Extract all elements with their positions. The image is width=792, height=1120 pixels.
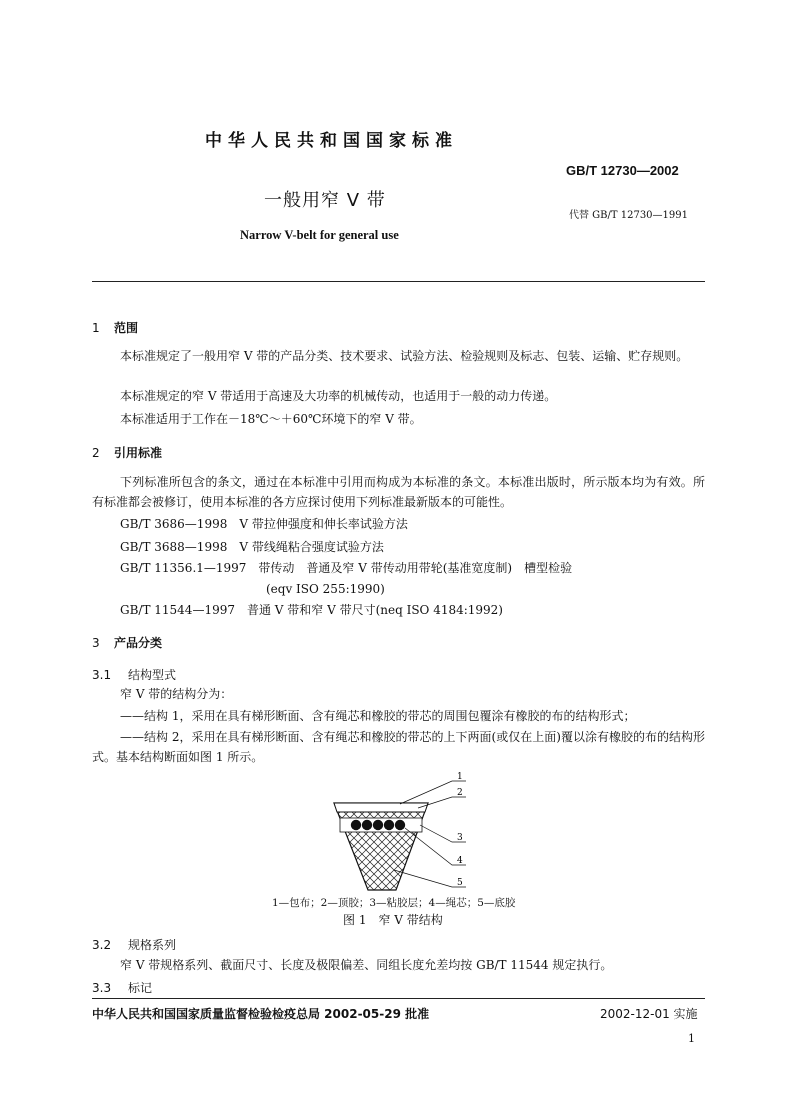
figure-label: 4 <box>457 856 463 866</box>
reference-item: GB/T 3686—1998 V 带拉伸强度和伸长率试验方法 <box>120 517 408 531</box>
structure-item: ——结构 1，采用在具有梯形断面、含有绳芯和橡胶的带芯的周围包覆涂有橡胶的布的结构形式； <box>120 709 636 723</box>
top-rubber-layer <box>334 803 428 812</box>
v-belt-cross-section-figure <box>270 770 510 900</box>
section-number: 1 <box>92 321 100 335</box>
subsection-number: 3.1 <box>92 668 112 682</box>
paragraph: 本标准规定了一般用窄 V 带的产品分类、技术要求、试验方法、检验规则及标志、包装、运输、贮存规则。 <box>120 349 689 363</box>
figure-legend: 1—包布；2—顶胶；3—粘胶层；4—绳芯；5—底胶 <box>272 897 516 909</box>
subsection-3-2-heading <box>92 936 176 953</box>
section-title: 引用标准 <box>114 446 163 460</box>
header-divider <box>92 281 705 282</box>
section-2-heading <box>92 444 162 461</box>
effective-date: 2002-12-01 实施 <box>600 1007 698 1021</box>
section-1-heading <box>92 319 138 336</box>
figure-label: 5 <box>457 878 463 888</box>
issuer-approval: 中华人民共和国国家质量监督检验检疫总局 2002-05-29 批准 <box>92 1007 430 1021</box>
english-title: Narrow V-belt for general use <box>240 228 399 242</box>
document-title: 一般用窄 V 带 <box>264 190 386 211</box>
cord <box>395 820 405 830</box>
belt-body <box>334 803 428 890</box>
paragraph: 本标准适用于工作在－18℃～＋60℃环境下的窄 V 带。 <box>120 412 422 426</box>
reference-item: GB/T 11356.1—1997 带传动 普通及窄 V 带传动用带轮(基准宽度制) 槽型检验 <box>120 561 573 575</box>
subsection-title: 标记 <box>128 981 153 995</box>
figure-label: 2 <box>457 788 463 798</box>
cord <box>351 820 361 830</box>
subsection-title: 规格系列 <box>128 938 177 952</box>
figure-label: 1 <box>457 772 463 782</box>
footer-divider <box>92 998 705 999</box>
structure-item: ——结构 2，采用在具有梯形断面、含有绳芯和橡胶的带芯的上下两面(或仅在上面)覆以涂有橡胶的布的结构形式。基本结构断面如图 1 所示。 <box>92 730 705 764</box>
page-number: 1 <box>688 1032 695 1045</box>
reference-item-continued: (eqv ISO 255:1990) <box>266 582 385 596</box>
paragraph: 本标准规定的窄 V 带适用于高速及大功率的机械传动，也适用于一般的动力传递。 <box>120 389 557 403</box>
subsection-3-1-heading <box>92 666 176 683</box>
reference-item: GB/T 3688—1998 V 带线绳粘合强度试验方法 <box>120 540 384 554</box>
standard-code: GB/T 12730—2002 <box>566 163 679 178</box>
subsection-title: 结构型式 <box>128 668 177 682</box>
section-number: 3 <box>92 636 100 650</box>
section-number: 2 <box>92 446 100 460</box>
subsection-number: 3.3 <box>92 981 112 995</box>
section-title: 产品分类 <box>114 636 163 650</box>
paragraph: 窄 V 带的结构分为： <box>120 687 233 701</box>
section-title: 范围 <box>114 321 139 335</box>
subsection-3-3-heading <box>92 979 152 996</box>
reference-item: GB/T 11544—1997 普通 V 带和窄 V 带尺寸(neq ISO 4184:1992) <box>120 603 503 617</box>
replaces-note: 代替 GB/T 12730—1991 <box>569 210 688 221</box>
figure-label: 3 <box>457 833 463 843</box>
figure-caption: 图 1 窄 V 带结构 <box>343 913 443 927</box>
cord <box>362 820 372 830</box>
section-3-heading <box>92 634 162 651</box>
paragraph: 窄 V 带规格系列、截面尺寸、长度及极限偏差、同组长度允差均按 GB/T 11544 规定执行。 <box>120 958 613 972</box>
paragraph: 下列标准所包含的条文，通过在本标准中引用而构成为本标准的条文。本标准出版时，所示版本均为有效。所有标准都会被修订，使用本标准的各方应探讨使用下列标准最新版本的可能性。 <box>92 475 705 509</box>
publisher-heading: 中华人民共和国国家标准 <box>205 131 458 151</box>
cord <box>384 820 394 830</box>
leader-line <box>394 870 466 887</box>
subsection-number: 3.2 <box>92 938 112 952</box>
cord <box>373 820 383 830</box>
